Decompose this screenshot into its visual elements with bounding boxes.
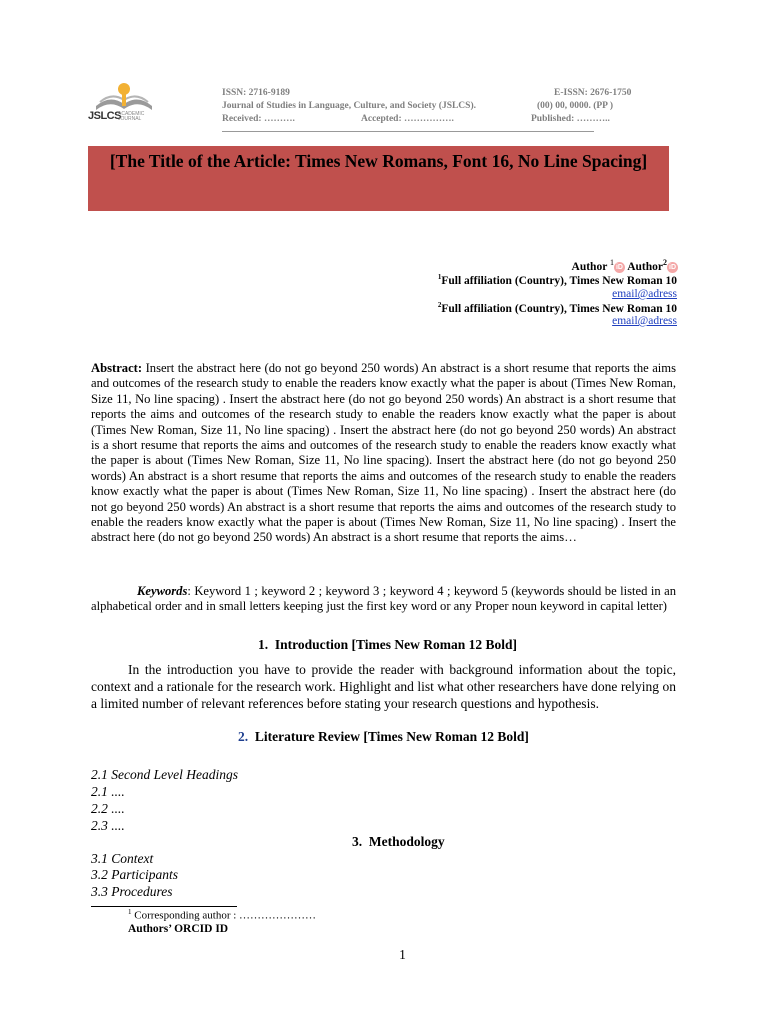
section-number: 2. [238,729,249,744]
section-title: Literature Review [Times New Roman 12 Bold] [254,729,529,744]
article-title: [The Title of the Article: Times New Romans, Font 16, No Line Spacing] [109,151,648,171]
abstract-text: Insert the abstract here (do not go beyond 250 words) An abstract is a short resume that reports the aims and outcomes of the research study to enable the readers know exactly what the paper is about (Times New Roman, Size 11, No line spacing) . Insert the abstract here (do not go beyond 250 words) An abstract is a short resume that reports the aims and outcomes of the research study to enable the readers know exactly what the paper is about (Times New Roman, Size 11, No line spacing) . Insert the abstract here (do not go beyond 250 words) An abstract is a short resume that reports the aims and outcomes of the research study to enable the readers know exactly what the paper is about (Times New Roman, Size 11, No line spacing). Insert the abstract here (do not go beyond 250 words) An abstract is a short resume that reports the aims and outcomes of the research study to enable the readers know exactly what the paper is about (Times New Roman, Size 11, No line spacing) . Insert the abstract here (do not go beyond 250 words) An abstract is a short resume that reports the aims and outcomes of the research study to enable the readers know exactly what the paper is about (Times New Roman, Size 11, No line spacing) . Insert the abstract here (do not go beyond 250 words) An abstract is a short resume that reports the aims… [91,361,676,545]
email-link-1[interactable]: email@adress [612,288,677,300]
affiliation-1-sup: 1 [437,273,442,281]
orcid-icon[interactable]: iD [615,263,623,271]
abstract-label: Abstract: [91,361,143,375]
subheading: 3.1 Context [91,851,154,866]
subheading: 2.1 .... [91,784,125,799]
footnote-divider [91,906,237,907]
subheading: 2.3 .... [91,818,125,833]
orcid-icon[interactable]: iD [669,263,676,271]
email-link-2[interactable]: email@adress [612,315,677,327]
affiliation-2-sup: 2 [437,301,442,309]
affiliation-2 [438,301,677,315]
journal-name: Journal of Studies in Language, Culture, and Society (JSLCS). [222,101,476,111]
author-1: Author [571,260,608,273]
issn: ISSN: 2716-9189 [222,88,290,98]
section-title: Introduction [Times New Roman 12 Bold] [274,637,518,652]
published-date: Published: ……….. [531,114,610,124]
header-divider [222,131,594,132]
accepted-date: Accepted: ……………. [361,114,454,124]
footnote-orcid: Authors’ ORCID ID [128,923,229,935]
footnote [128,908,316,922]
keywords-label: Keywords [137,584,188,598]
subheading: 3.2 Participants [91,867,178,882]
logo-text: JSLCS [88,110,121,122]
received-date: Received: ………. [222,114,295,124]
keywords [91,584,676,615]
footnote-sup: 1 [128,908,132,916]
affiliation-2-text: Full affiliation (Country), Times New Roman 10 [441,302,677,315]
eissn: E-ISSN: 2676-1750 [554,88,632,98]
page-number: 1 [399,947,406,962]
affiliation-1-text: Full affiliation (Country), Times New Roman 10 [441,274,677,287]
subheading: 2.1 Second Level Headings [91,767,238,782]
author-1-sup: 1 [609,258,614,267]
section-number: 1. [258,637,269,652]
affiliation-1 [438,273,677,287]
subheading: 3.3 Procedures [91,884,173,899]
section-heading-literature [238,729,529,745]
section-title: Methodology [368,834,445,849]
keywords-text: : Keyword 1 ; keyword 2 ; keyword 3 ; keyword 4 ; keyword 5 (keywords should be listed in an alphabetical order and in small letters keeping just the first key word or any Proper noun keyword in capital letter) [91,584,676,614]
introduction-text: In the introduction you have to provide the reader with background information about the topic, context and a rationale for the research work. Highlight and list what other researchers have done relying on a limited number of relevant references before stating your research questions and hypothesis. [91,662,676,711]
subheading: 2.2 .... [91,801,125,816]
author-2: Author [627,260,663,273]
volume-info: (00) 00, 0000. (PP ) [537,101,613,111]
author-2-sup: 2 [663,258,667,267]
logo-subtitle: ACADEMIC JOURNAL [118,111,145,122]
section-heading-introduction [258,637,517,653]
title-box [88,146,669,211]
section-heading-methodology [352,834,445,850]
author-line [572,256,678,274]
footnote-text: Corresponding author : ………………… [131,909,317,922]
section-number: 3. [352,834,363,849]
abstract [91,361,676,546]
